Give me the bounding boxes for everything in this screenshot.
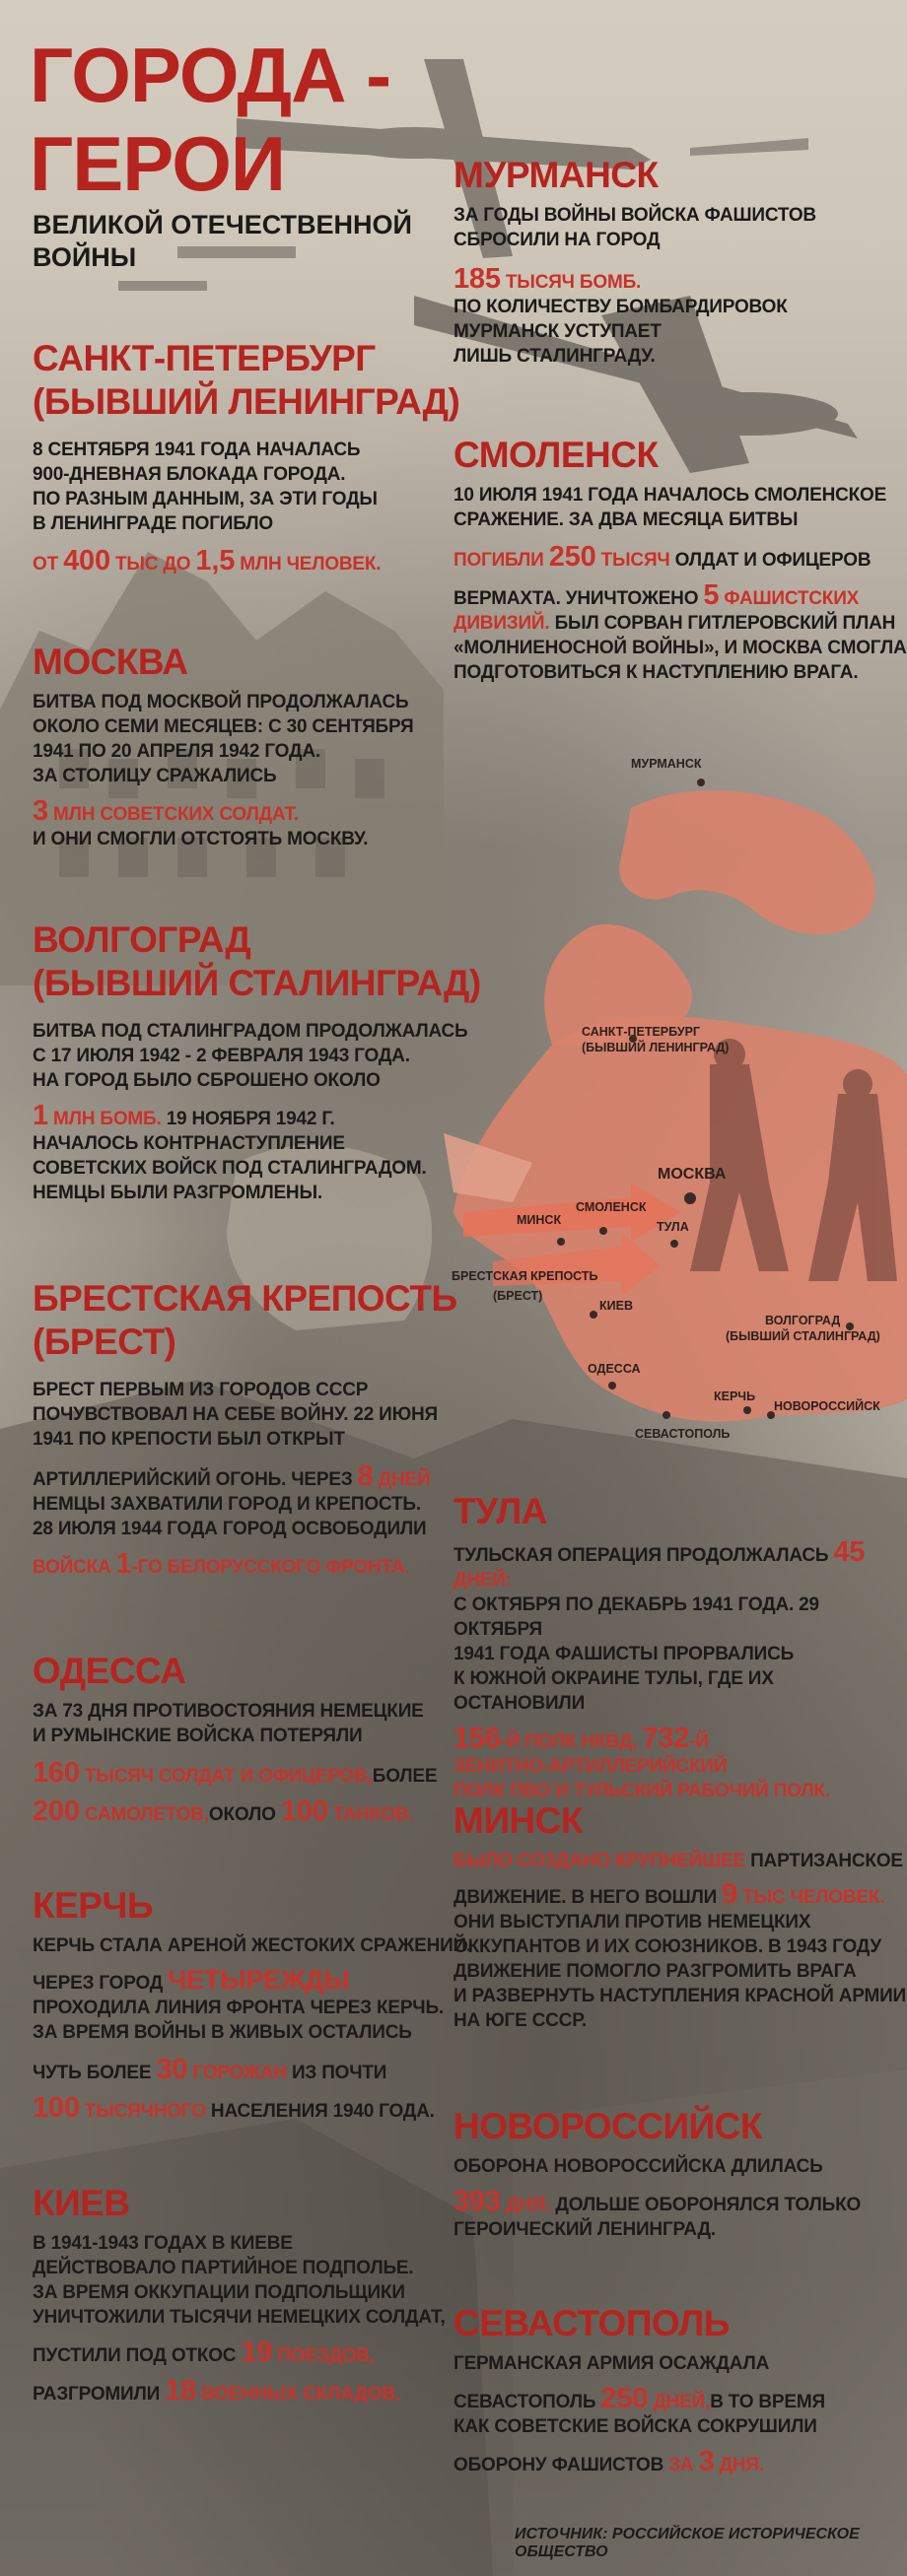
map-dot-murmansk — [697, 779, 705, 786]
subtitle-line-2: ВОЙНЫ — [33, 242, 137, 272]
minsk-line-7: НА ЮГЕ СССР. — [454, 2010, 587, 2031]
smolensk-divisions: ДИВИЗИЙ. — [454, 613, 550, 634]
sevastopol-line-2 — [454, 2384, 825, 2414]
city-text-tula — [454, 1537, 907, 1803]
city-title-volgograd — [33, 918, 481, 1005]
city-text-smolensk — [454, 483, 907, 685]
novorossiysk-line-2 — [454, 2187, 861, 2217]
volgograd-title-1: ВОЛГОГРАД — [33, 919, 251, 960]
sevastopol-line-4a: ОБОРОНУ ФАШИСТОВ — [454, 2455, 664, 2475]
brest-line-4a: АРТИЛЛЕРИЙСКИЙ ОГОНЬ. ЧЕРЕЗ — [33, 1469, 353, 1490]
map-label-smolensk: СМОЛЕНСК — [576, 1200, 647, 1214]
map-label-minsk: МИНСК — [517, 1213, 562, 1227]
moscow-stat-unit: МЛН СОВЕТСКИХ СОЛДАТ. — [53, 804, 299, 825]
map-label-tula: ТУЛА — [657, 1220, 689, 1234]
moscow-line-1: БИТВА ПОД МОСКВОЙ ПРОДОЛЖАЛАСЬ — [33, 692, 409, 712]
odessa-about: ОКОЛО — [208, 1804, 276, 1825]
smolensk-line-5b: БЫЛ СОРВАН ГИТЛЕРОВСКИЙ ПЛАН — [554, 613, 896, 634]
brest-stat-unit: ДНЕЙ — [378, 1469, 431, 1490]
odessa-stat-160-unit: ТЫСЯЧ СОЛДАТ И ОФИЦЕРОВ, — [84, 1766, 373, 1787]
smolensk-line-7: ПОДГОТОВИТЬСЯ К НАСТУПЛЕНИЮ ВРАГА. — [454, 662, 859, 683]
murmansk-line-1: ЗА ГОДЫ ВОЙНЫ ВОЙСКА ФАШИСТОВ — [454, 205, 816, 226]
map-label-odessa: ОДЕССА — [588, 1362, 641, 1376]
volgograd-line-5: НАЧАЛОСЬ КОНТРНАСТУПЛЕНИЕ — [33, 1133, 345, 1154]
spb-line-5 — [33, 546, 381, 576]
spb-line-1: 8 СЕНТЯБРЯ 1941 ГОДА НАЧАЛАСЬ — [33, 440, 361, 460]
tula-stat-156-unit: -Й ПОЛК НКВД, — [500, 1731, 638, 1752]
kiev-line-3: ЗА ВРЕМЯ ОККУПАЦИИ ПОДПОЛЬЩИКИ — [33, 2282, 405, 2303]
spb-line-2: 900-ДНЕВНАЯ БЛОКАДА ГОРОДА. — [33, 464, 346, 485]
kerch-stat-30-unit: ГОРОЖАН — [192, 2063, 287, 2083]
tula-stat-45-unit: ДНЕЙ: — [454, 1570, 512, 1591]
tula-stat-156: 156 — [454, 1723, 501, 1754]
moscow-line-4: ЗА СТОЛИЦУ СРАЖАЛИСЬ — [33, 766, 277, 786]
map-label-spb-1: САНКТ-ПЕТЕРБУРГ — [582, 1025, 701, 1039]
brest-line-6: 28 ИЮЛЯ 1944 ГОДА ГОРОД ОСВОБОДИЛИ — [33, 1519, 427, 1539]
city-title-spb-line-2: (БЫВШИЙ ЛЕНИНГРАД) — [33, 381, 460, 422]
city-title-novorossiysk: НОВОРОССИЙСК — [454, 2106, 762, 2146]
tula-line-5 — [454, 1724, 907, 1754]
odessa-stat-100: 100 — [280, 1796, 328, 1827]
page-title-line-1: ГОРОДА - — [30, 32, 391, 118]
source-note: ИСТОЧНИК: РОССИЙСКОЕ ИСТОРИЧЕСКОЕ ОБЩЕСТВО — [515, 2526, 860, 2560]
spb-stat-400: 400 — [63, 545, 110, 576]
city-text-novorossiysk — [454, 2154, 861, 2242]
murmansk-line-3 — [454, 264, 816, 295]
minsk-line-3: ОНИ ВЫСТУПАЛИ ПРОТИВ НЕМЕЦКИХ — [454, 1912, 811, 1932]
sevastopol-line-3: КАК СОВЕТСКИЕ ВОЙСКА СОКРУШИЛИ — [454, 2416, 817, 2437]
kiev-stat-18-unit: ВОЕННЫХ СКЛАДОВ. — [201, 2384, 401, 2405]
city-title-minsk: МИНСК — [454, 1800, 583, 1841]
spb-line-3: ПО РАЗНЫМ ДАННЫМ, ЗА ЭТИ ГОДЫ — [33, 489, 378, 509]
map-label-kerch: КЕРЧЬ — [714, 1390, 756, 1403]
map-dot-sevastopol — [663, 1411, 670, 1419]
sevastopol-stat-3-unit: ДНЯ. — [719, 2455, 764, 2475]
murmansk-line-2: СБРОСИЛИ НА ГОРОД — [454, 230, 661, 250]
city-text-minsk — [454, 1849, 906, 2033]
minsk-line-6: И РАЗВЕРНУТЬ НАСТУПЛЕНИЯ КРАСНОЙ АРМИИ — [454, 1986, 907, 2006]
minsk-stat-9-unit: ТЫС ЧЕЛОВЕК. — [742, 1887, 885, 1908]
tula-line-4: К ЮЖНОЙ ОКРАИНЕ ТУЛЫ, ГДЕ ИХ ОСТАНОВИЛИ — [454, 1668, 774, 1714]
kiev-line-2: ДЕЙСТВОВАЛО ПАРТИЙНОЕ ПОДПОЛЬЕ. — [33, 2258, 414, 2278]
kiev-line-5a: ПУСТИЛИ ПОД ОТКОС — [33, 2345, 237, 2366]
smolensk-line-3d: ОЛДАТ И ОФИЦЕРОВ — [674, 550, 872, 571]
minsk-line-1b: ПАРТИЗАНСКОЕ — [750, 1851, 903, 1871]
volgograd-line-4 — [33, 1101, 468, 1131]
kerch-line-5d: ИЗ ПОЧТИ — [291, 2063, 387, 2083]
novorossiysk-stat-393: 393 — [454, 2186, 501, 2217]
map-dot-tula — [670, 1240, 678, 1248]
map-label-brest-2: (БРЕСТ) — [493, 1289, 543, 1303]
city-title-murmansk: МУРМАНСК — [454, 155, 659, 195]
smolensk-line-2: СРАЖЕНИЕ. ЗА ДВА МЕСЯЦА БИТВЫ — [454, 509, 799, 530]
kiev-line-1: В 1941-1943 ГОДАХ В КИЕВЕ — [33, 2233, 293, 2254]
smolensk-line-4 — [454, 580, 907, 611]
city-title-spb — [33, 337, 459, 424]
brest-line-2: ПОЧУВСТВОВАЛ НА СЕБЕ ВОЙНУ. 22 ИЮНЯ — [33, 1404, 438, 1425]
kerch-stat-100: 100 — [33, 2092, 80, 2124]
tula-stat-732: 732 — [642, 1723, 690, 1754]
brest-army-a: ВОЙСКА — [33, 1557, 111, 1578]
city-title-kerch: КЕРЧЬ — [33, 1885, 154, 1926]
sevastopol-for: ЗА — [668, 2455, 694, 2475]
volgograd-date: 19 НОЯБРЯ 1942 Г. — [166, 1109, 335, 1129]
brest-line-5: НЕМЦЫ ЗАХВАТИЛИ ГОРОД И КРЕПОСТЬ. — [33, 1494, 421, 1515]
volgograd-line-3: НА ГОРОД БЫЛО СБРОШЕНО ОКОЛО — [33, 1070, 381, 1091]
city-title-kiev: КИЕВ — [33, 2183, 130, 2223]
brest-line-1: БРЕСТ ПЕРВЫМ ИЗ ГОРОДОВ СССР — [33, 1380, 369, 1400]
kerch-stat-four-times: ЧЕТЫРЕЖДЫ — [168, 1965, 350, 1995]
map-label-kiev: КИЕВ — [599, 1299, 633, 1313]
city-title-brest — [33, 1277, 457, 1364]
minsk-line-4: ОККУПАНТОВ И ИХ СОЮЗНИКОВ. В 1943 ГОДУ — [454, 1936, 881, 1957]
smolensk-line-1: 10 ИЮЛЯ 1941 ГОДА НАЧАЛОСЬ СМОЛЕНСКОЕ — [454, 485, 887, 506]
odessa-line-3 — [33, 1758, 437, 1789]
novorossiysk-stat-unit: ДНЯ. — [505, 2195, 551, 2215]
map-dot-odessa — [608, 1382, 616, 1390]
subtitle-line-1: ВЕЛИКОЙ ОТЕЧЕСТВЕННОЙ — [33, 210, 412, 239]
minsk-line-2 — [454, 1879, 906, 1910]
spb-stat-1-5: 1,5 — [195, 545, 236, 576]
minsk-largest: БЫЛО СОЗДАНО КРУПНЕЙШЕЕ — [454, 1851, 745, 1871]
kerch-line-6c: НАСЕЛЕНИЯ 1940 ГОДА. — [210, 2101, 435, 2122]
map-dot-kerch — [743, 1406, 751, 1414]
moscow-line-3: 1941 ПО 20 АПРЕЛЯ 1942 ГОДА. — [33, 741, 320, 762]
moscow-line-6: И ОНИ СМОГЛИ ОТСТОЯТЬ МОСКВУ. — [33, 829, 369, 849]
murmansk-line-5: МУРМАНСК УСТУПАЕТ — [454, 321, 662, 342]
smolensk-stat-250: 250 — [548, 541, 596, 573]
tula-line-1a: ТУЛЬСКАЯ ОПЕРАЦИЯ ПРОДОЛЖАЛАСЬ — [454, 1545, 829, 1566]
city-text-sevastopol — [454, 2351, 825, 2477]
novorossiysk-line-1: ОБОРОНА НОВОРОССИЙСКА ДЛИЛАСЬ — [454, 2156, 823, 2177]
kiev-line-4: УНИЧТОЖИЛИ ТЫСЯЧИ НЕМЕЦКИХ СОЛДАТ, — [33, 2307, 446, 2328]
city-text-volgograd — [33, 1019, 468, 1205]
volgograd-line-1: БИТВА ПОД СТАЛИНГРАДОМ ПРОДОЛЖАЛАСЬ — [33, 1021, 468, 1042]
city-title-odessa: ОДЕССА — [33, 1651, 186, 1691]
city-title-tula: ТУЛА — [454, 1491, 547, 1531]
volgograd-title-2: (БЫВШИЙ СТАЛИНГРАД) — [33, 963, 481, 1003]
smolensk-line-4a: ВЕРМАХТА. УНИЧТОЖЕНО — [454, 588, 699, 609]
smolensk-line-6: «МОЛНИЕНОСНОЙ ВОЙНЫ», И МОСКВА СМОГЛА — [454, 638, 907, 658]
brest-line-3: 1941 ПО КРЕПОСТИ БЫЛ ОТКРЫТ — [33, 1429, 345, 1450]
brest-title-1: БРЕСТСКАЯ КРЕПОСТЬ — [33, 1278, 457, 1319]
map-label-moscow: МОСКВА — [658, 1166, 727, 1183]
map-dot-moscow — [684, 1192, 696, 1204]
odessa-stat-200-unit: САМОЛЕТОВ, — [84, 1804, 209, 1825]
kerch-line-5a: ЧУТЬ БОЛЕЕ — [33, 2063, 152, 2083]
sevastopol-line-4 — [454, 2447, 825, 2477]
moscow-stat-3: 3 — [33, 795, 48, 827]
smolensk-line-5 — [454, 611, 907, 636]
sevastopol-line-2d: В ТО ВРЕМЯ — [710, 2392, 825, 2412]
city-text-spb — [33, 438, 381, 576]
moscow-line-2: ОКОЛО СЕМИ МЕСЯЦЕВ: С 30 СЕНТЯБРЯ — [33, 716, 414, 737]
tula-line-7: ПОЛК ПВО И ТУЛЬСКИЙ РАБОЧИЙ ПОЛК. — [454, 1781, 830, 1801]
kerch-stat-30: 30 — [156, 2054, 188, 2085]
volgograd-stat-unit: МЛН БОМБ. — [53, 1109, 162, 1129]
tula-stat-45: 45 — [833, 1536, 866, 1568]
kerch-line-3: ПРОХОДИЛА ЛИНИЯ ФРОНТА ЧЕРЕЗ КЕРЧЬ. — [33, 1998, 444, 2018]
smolensk-stat-5: 5 — [703, 579, 720, 611]
murmansk-stat-185: 185 — [454, 263, 501, 295]
city-text-odessa — [33, 1699, 437, 1827]
odessa-stat-200: 200 — [33, 1796, 80, 1827]
kiev-line-6a: РАЗГРОМИЛИ — [33, 2384, 161, 2405]
novorossiysk-line-2c: ДОЛЬШЕ ОБОРОНЯЛСЯ ТОЛЬКО — [555, 2195, 862, 2215]
sevastopol-stat-250: 250 — [600, 2383, 649, 2414]
smolensk-stat-5-unit: ФАШИСТСКИХ — [724, 588, 860, 609]
brest-army-1: 1 — [115, 1548, 132, 1580]
kiev-line-6 — [33, 2376, 446, 2407]
sevastopol-stat-unit: ДНЕЙ, — [653, 2392, 711, 2412]
odessa-stat-160: 160 — [33, 1757, 80, 1789]
kerch-stat-100-unit: ТЫСЯЧНОГО — [84, 2101, 206, 2122]
minsk-line-1 — [454, 1849, 906, 1873]
sevastopol-line-1: ГЕРМАНСКАЯ АРМИЯ ОСАЖДАЛА — [454, 2353, 770, 2374]
sevastopol-line-2a: СЕВАСТОПОЛЬ — [454, 2392, 596, 2412]
kiev-stat-19-unit: ПОЕЗДОВ, — [277, 2345, 376, 2366]
volgograd-line-2: С 17 ИЮЛЯ 1942 - 2 ФЕВРАЛЯ 1943 ГОДА. — [33, 1046, 410, 1066]
kerch-line-1: КЕРЧЬ СТАЛА АРЕНОЙ ЖЕСТОКИХ СРАЖЕНИЙ. — [33, 1935, 472, 1956]
map-dot-kiev — [590, 1311, 597, 1319]
brest-line-7 — [33, 1549, 438, 1580]
moscow-line-5 — [33, 796, 413, 827]
city-text-brest — [33, 1378, 438, 1580]
map-dot-minsk — [557, 1238, 565, 1246]
brest-army-c: -ГО БЕЛОРУССКОГО ФРОНТА. — [131, 1557, 410, 1578]
odessa-stat-100-unit: ТАНКОВ. — [332, 1804, 414, 1825]
tula-line-1 — [454, 1537, 907, 1593]
spb-stat-from: ОТ — [33, 554, 58, 575]
city-title-spb-line-1: САНКТ-ПЕТЕРБУРГ — [33, 338, 376, 378]
murmansk-line-4: ПО КОЛИЧЕСТВУ БОМБАРДИРОВОК — [454, 297, 788, 317]
spb-stat-to: ТЫС ДО — [114, 554, 191, 575]
minsk-line-2a: ДВИЖЕНИЕ. В НЕГО ВОШЛИ — [454, 1887, 718, 1908]
brest-stat-8: 8 — [357, 1460, 374, 1492]
kiev-line-5 — [33, 2338, 446, 2368]
minsk-stat-9: 9 — [722, 1878, 738, 1910]
map-label-volgograd-1: ВОЛГОГРАД — [765, 1314, 841, 1327]
brest-line-4 — [33, 1461, 438, 1492]
city-title-sevastopol: СЕВАСТОПОЛЬ — [454, 2303, 730, 2343]
odessa-line-2: И РУМЫНСКИЕ ВОЙСКА ПОТЕРЯЛИ — [33, 1726, 363, 1746]
murmansk-line-6: ЛИШЬ СТАЛИНГРАДУ. — [454, 346, 656, 367]
smolensk-stat-unit: ТЫСЯЧ — [600, 550, 670, 571]
map-label-volgograd-2: (БЫВШИЙ СТАЛИНГРАД) — [726, 1329, 880, 1343]
page-subtitle — [33, 209, 412, 274]
page-title-line-2: ГЕРОИ — [30, 120, 285, 207]
map-label-spb-2: (БЫВШИЙ ЛЕНИНГРАД) — [582, 1041, 730, 1054]
city-title-smolensk: СМОЛЕНСК — [454, 435, 659, 475]
map-label-sevastopol: СЕВАСТОПОЛЬ — [635, 1427, 731, 1441]
minsk-line-5: ДВИЖЕНИЕ ПОМОГЛО РАЗГРОМИТЬ ВРАГА — [454, 1961, 857, 1982]
tula-stat-732-unit: -Й — [689, 1731, 709, 1752]
odessa-line-1: ЗА 73 ДНЯ ПРОТИВОСТОЯНИЯ НЕМЕЦКИЕ — [33, 1701, 424, 1722]
map-label-novorossiysk: НОВОРОССИЙСК — [774, 1399, 880, 1413]
volgograd-stat-1: 1 — [33, 1100, 48, 1131]
kiev-stat-19: 19 — [241, 2337, 273, 2368]
map-dot-smolensk — [599, 1227, 607, 1235]
volgograd-line-6: СОВЕТСКИХ ВОЙСК ПОД СТАЛИНГРАДОМ. — [33, 1158, 427, 1179]
smolensk-line-3 — [454, 542, 907, 573]
kerch-line-2a: ЧЕРЕЗ ГОРОД — [33, 1973, 164, 1994]
tula-line-6: ЗЕНИТНО-АРТИЛЛЕРИЙСКИЙ — [454, 1756, 728, 1777]
brest-title-2: (БРЕСТ) — [33, 1322, 176, 1362]
kerch-line-6 — [33, 2093, 471, 2124]
city-text-moscow — [33, 690, 413, 851]
tula-line-2: С ОКТЯБРЯ ПО ДЕКАБРЬ 1941 ГОДА. 29 ОКТЯБРЯ — [454, 1594, 819, 1640]
murmansk-stat-unit: ТЫСЯЧ БОМБ. — [505, 272, 642, 293]
kiev-stat-18: 18 — [165, 2375, 197, 2407]
tula-line-3: 1941 ГОДА ФАШИСТЫ ПРОРВАЛИСЬ — [454, 1644, 795, 1664]
map-label-brest-1: БРЕСТСКАЯ КРЕПОСТЬ — [452, 1269, 598, 1283]
volgograd-line-7: НЕМЦЫ БЫЛИ РАЗГРОМЛЕНЫ. — [33, 1183, 322, 1203]
city-text-murmansk — [454, 203, 816, 369]
kerch-line-4: ЗА ВРЕМЯ ВОЙНЫ В ЖИВЫХ ОСТАЛИСЬ — [33, 2022, 412, 2043]
sevastopol-stat-3: 3 — [698, 2446, 715, 2477]
city-text-kerch — [33, 1933, 471, 2124]
smolensk-killed: ПОГИБЛИ — [454, 550, 544, 571]
spb-line-4: В ЛЕНИНГРАДЕ ПОГИБЛО — [33, 513, 273, 534]
city-text-kiev — [33, 2231, 446, 2407]
map-label-murmansk: МУРМАНСК — [631, 757, 702, 771]
kerch-line-2 — [33, 1965, 471, 1996]
odessa-more: БОЛЕЕ — [372, 1766, 438, 1787]
spb-stat-unit: МЛН ЧЕЛОВЕК. — [240, 554, 382, 575]
odessa-line-4 — [33, 1796, 437, 1827]
city-title-moscow: МОСКВА — [33, 642, 188, 682]
kerch-line-5 — [33, 2055, 471, 2085]
novorossiysk-line-3: ГЕРОИЧЕСКИЙ ЛЕНИНГРАД. — [454, 2219, 716, 2240]
